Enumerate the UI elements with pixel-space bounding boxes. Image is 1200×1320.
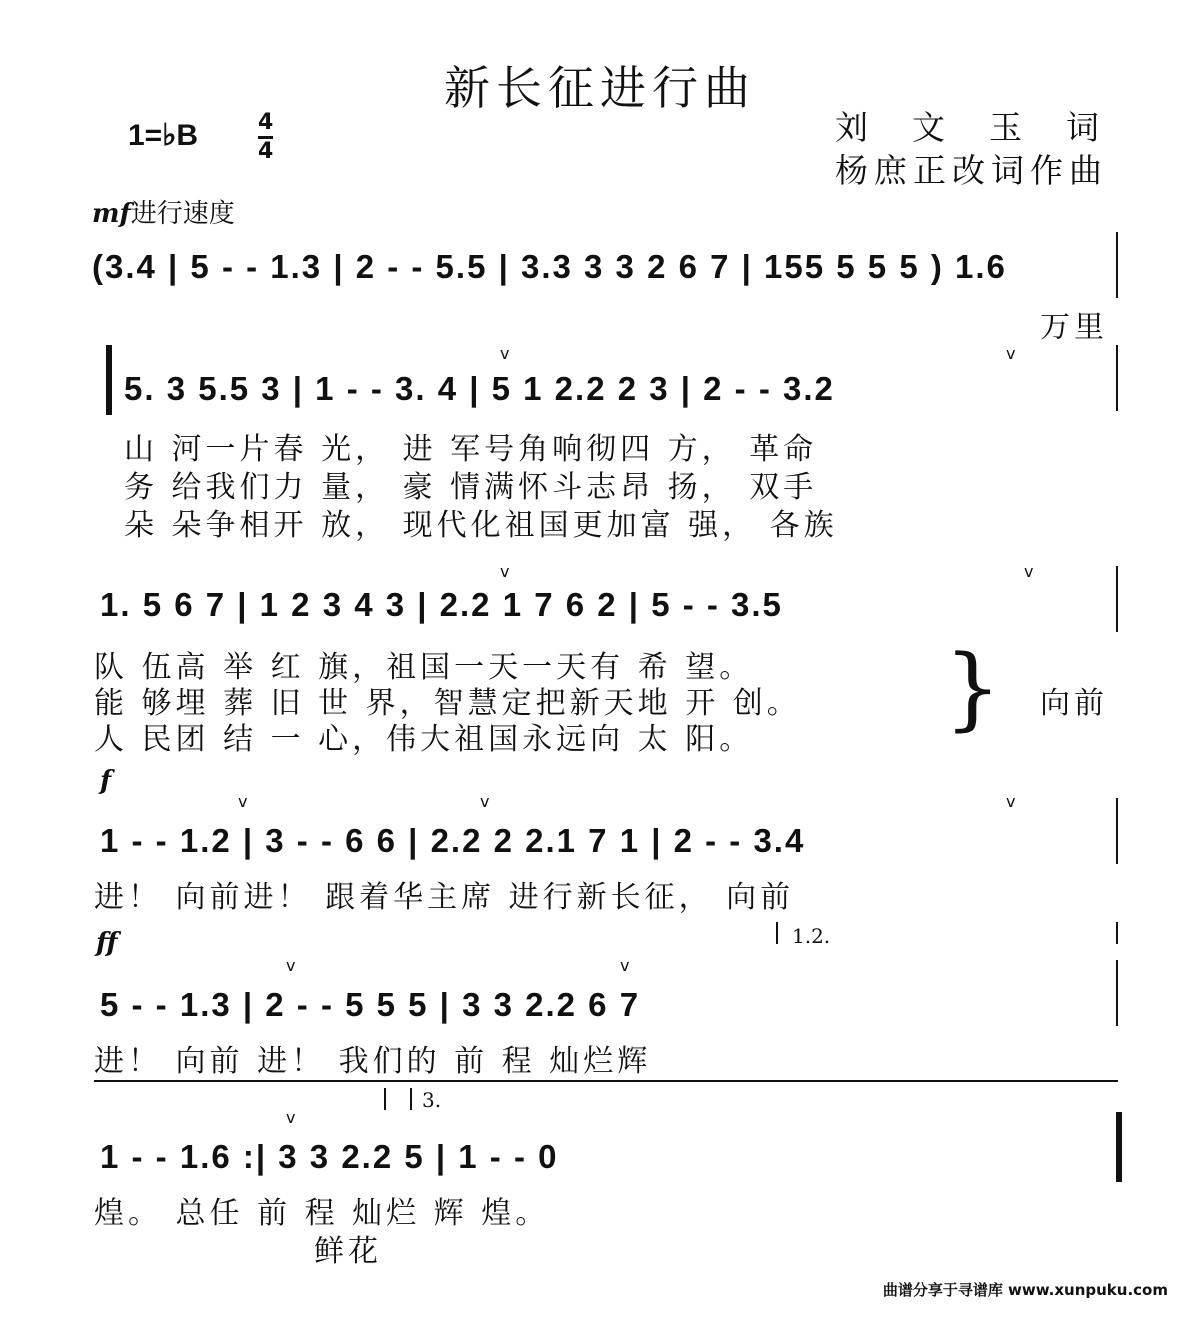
volta-bracket — [776, 922, 778, 944]
meter-bottom: 4 — [258, 136, 273, 165]
breath-mark: v — [500, 344, 510, 363]
dynamic-forte: f — [100, 766, 112, 796]
tempo-dynamic: mf — [92, 199, 131, 229]
time-signature — [258, 110, 273, 165]
footer-credit: 曲谱分享于寻谱库 www.xunpuku.com — [882, 1281, 1168, 1299]
volta-bracket — [384, 1088, 386, 1110]
repeat-start-bar — [106, 345, 112, 415]
score-row-6: 1 - - 1.6 :| 3 3 2.2 5 | 1 - - 0 — [100, 1138, 559, 1175]
lyricist-credit: 刘文玉词 — [835, 108, 1143, 147]
final-barline — [1116, 1112, 1122, 1182]
score-row-2: 5. 3 5.5 3 | 1 - - 3. 4 | 5 1 2.2 2 3 | 2 - - 3.2 — [124, 370, 835, 407]
breath-mark: v — [1006, 344, 1016, 363]
row-3-lyric-verse-2: 能 够埋 葬 旧 世 界，智慧定把新天地 开 创。 — [94, 686, 801, 721]
volta-label-3: 3. — [422, 1088, 442, 1112]
row-3-lyric-verse-1: 队 伍高 举 红 旗，祖国一天一天有 希 望。 — [94, 650, 754, 685]
row-2-lyric-verse-3: 朵 朵争相开 放， 现代化祖国更加富 强， 各族 — [124, 508, 838, 543]
volta-bracket — [1116, 922, 1118, 944]
barline — [1116, 566, 1118, 632]
composer-credit: 杨庶正改词作曲 — [835, 151, 1108, 190]
barline — [1116, 960, 1118, 1026]
dynamic-fortissimo: ff — [96, 928, 118, 958]
barline — [1116, 798, 1118, 864]
breath-mark: v — [620, 956, 630, 975]
barline — [1116, 345, 1118, 411]
breath-mark: v — [238, 792, 248, 811]
meter-top: 4 — [258, 110, 274, 135]
page-title: 新长征进行曲 — [444, 61, 756, 115]
score-row-4: 1 - - 1.2 | 3 - - 6 6 | 2.2 2 2.1 7 1 | 2 - - 3.4 — [100, 822, 806, 859]
breath-mark: v — [1024, 562, 1034, 581]
volta-bracket — [410, 1088, 412, 1110]
row-3-side-lyric: 向前 — [1040, 686, 1108, 721]
row-6-lyric-alt: 鲜花 — [314, 1234, 382, 1269]
breath-mark: v — [480, 792, 490, 811]
barline — [1116, 232, 1118, 298]
row-1-lyric: 万里 — [1040, 310, 1108, 345]
key-signature: 1=♭B — [128, 119, 199, 152]
row-3-lyric-verse-3: 人 民团 结 一 心，伟大祖国永远向 太 阳。 — [94, 722, 754, 757]
volta-label-1-2: 1.2. — [792, 924, 831, 948]
row-4-lyric: 进！ 向前进！ 跟着华主席 进行新长征， 向前 — [94, 880, 795, 915]
tempo-marking — [92, 193, 235, 230]
row-2-lyric-verse-1: 山 河一片春 光， 进 军号角响彻四 方， 革命 — [124, 432, 818, 467]
score-row-5: 5 - - 1.3 | 2 - - 5 5 5 | 3 3 2.2 6 7 — [100, 986, 641, 1023]
verse-brace: } — [944, 636, 1006, 741]
row-6-lyric: 煌。 总任 前 程 灿烂 辉 煌。 — [94, 1196, 550, 1231]
row-5-lyric: 进！ 向前 进！ 我们的 前 程 灿烂辉 — [94, 1044, 652, 1079]
divider-line — [94, 1080, 1118, 1082]
score-row-1: (3.4 | 5 - - 1.3 | 2 - - 5.5 | 3.3 3 3 2 6 7 | 155 5 5 5 ) 1.6 — [92, 248, 1007, 285]
breath-mark: v — [1006, 792, 1016, 811]
breath-mark: v — [286, 956, 296, 975]
breath-mark: v — [286, 1108, 296, 1127]
score-row-3: 1. 5 6 7 | 1 2 3 4 3 | 2.2 1 7 6 2 | 5 - - 3.5 — [100, 586, 783, 623]
row-2-lyric-verse-2: 务 给我们力 量， 豪 情满怀斗志昂 扬， 双手 — [124, 470, 818, 505]
breath-mark: v — [500, 562, 510, 581]
tempo-text: 进行速度 — [130, 199, 235, 229]
